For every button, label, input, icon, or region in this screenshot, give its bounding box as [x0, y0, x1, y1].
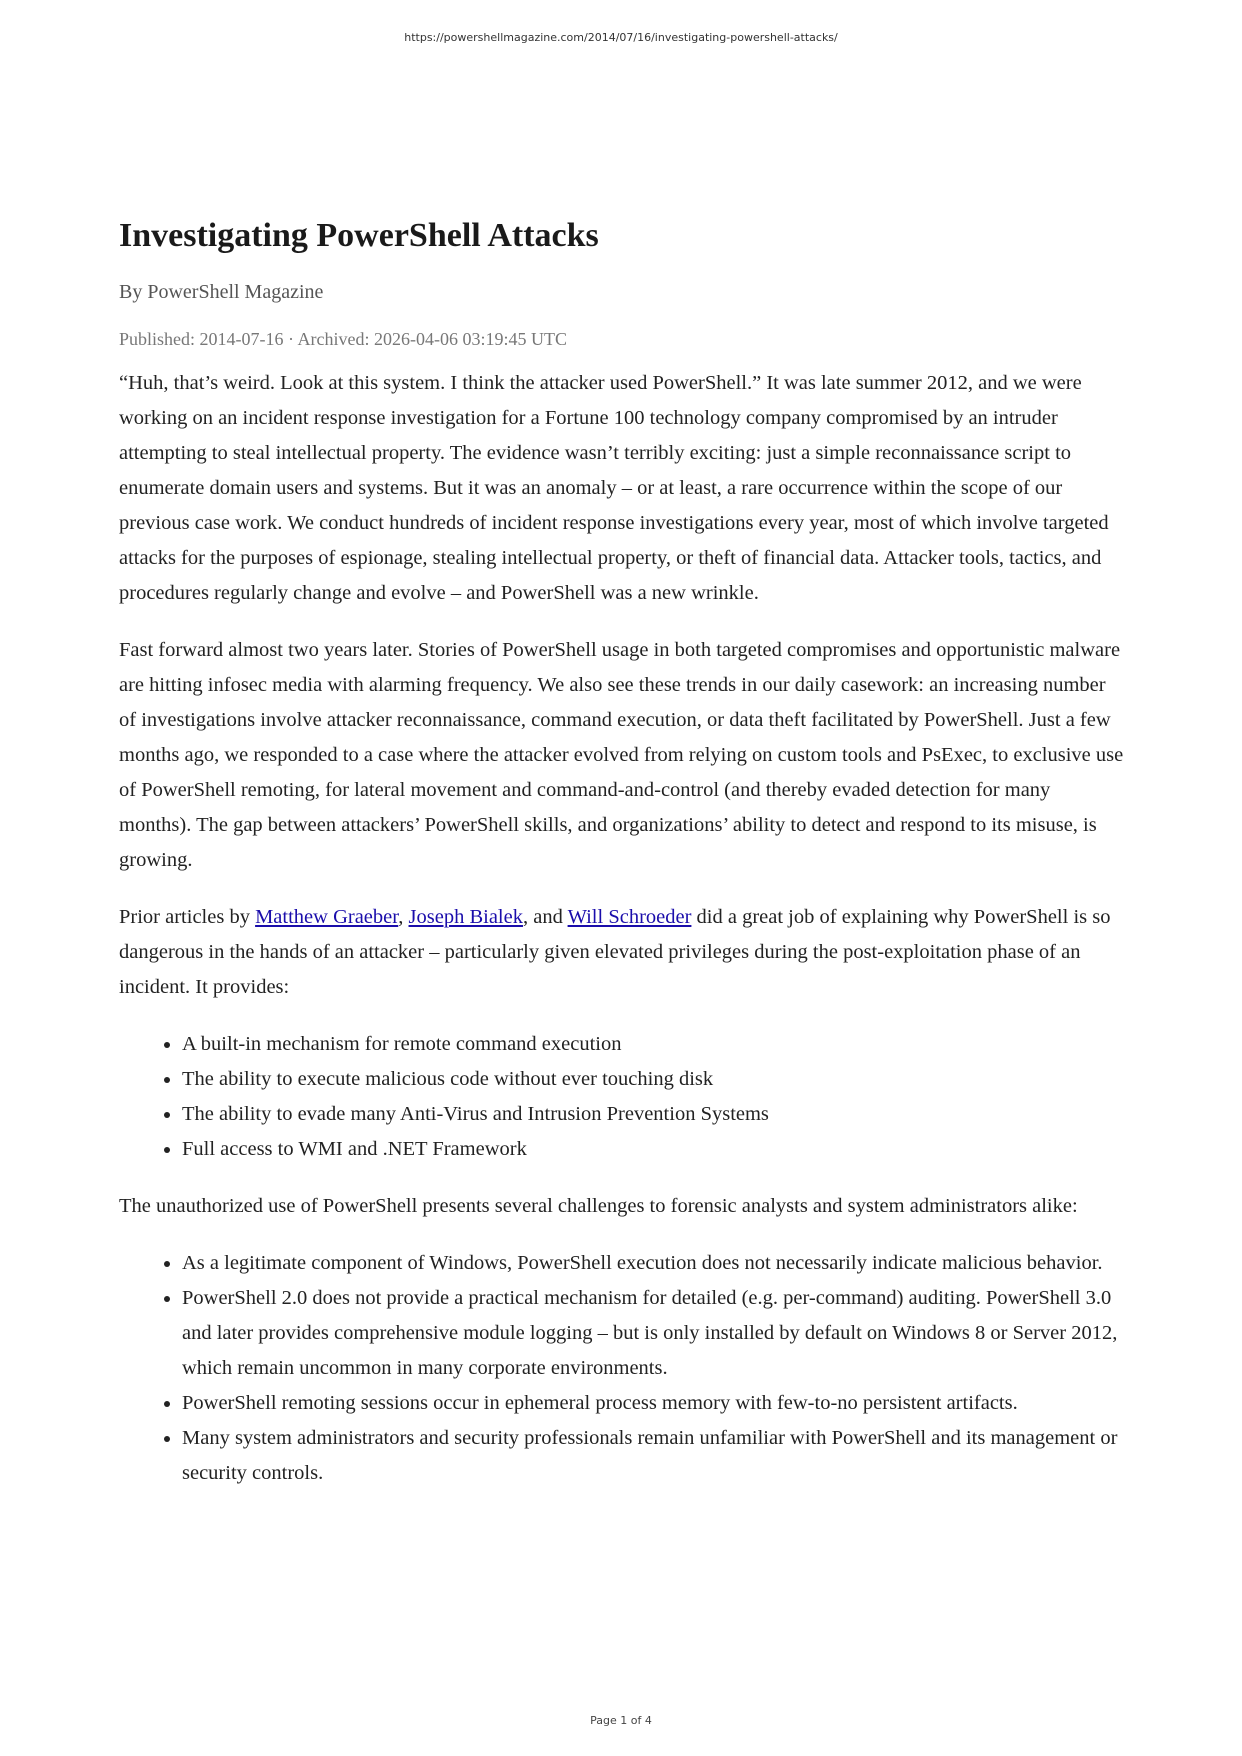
list-item: • The ability to evade many Anti-Virus and Intrusion Prevention Systems: [182, 1097, 1124, 1132]
page-number: Page 1 of 4: [590, 1714, 652, 1727]
article-title: Investigating PowerShell Attacks: [119, 217, 599, 254]
challenges-list: [119, 1246, 1124, 1491]
list-item: • Full access to WMI and .NET Framework: [182, 1132, 1124, 1167]
link-joseph-bialek[interactable]: Joseph Bialek: [408, 906, 523, 928]
paragraph-fast-forward: Fast forward almost two years later. Stories of PowerShell usage in both targeted compromises and opportunistic malware are hitting infosec media with alarming frequency. We also see these trends in our daily casework: an increasing number of investigations involve attacker reconnaissance, command execution, or data theft facilitated by PowerShell. Just a few months ago, we responded to a case where the attacker evolved from relying on custom tools and PsExec, to exclusive use of PowerShell remoting, for lateral movement and command-and-control (and thereby evaded detection for many months). The gap between attackers’ PowerShell skills, and organizations’ ability to detect and respond to its misuse, is growing.: [119, 639, 1124, 871]
separator-text: , and: [522, 906, 568, 928]
article-meta: Published: 2014-07-16 · Archived: 2026-04-06 03:19:45 UTC: [119, 329, 567, 349]
paragraph-challenges-intro: The unauthorized use of PowerShell presents several challenges to forensic analysts and system administrators alike:: [119, 1195, 1078, 1217]
list-item: • The ability to execute malicious code without ever touching disk: [182, 1062, 1124, 1097]
article: [119, 212, 1124, 1491]
list-item: • Many system administrators and security professionals remain unfamiliar with PowerShell and its management or security controls.: [182, 1421, 1124, 1491]
paragraph-intro: “Huh, that’s weird. Look at this system. I think the attacker used PowerShell.” It was late summer 2012, and we were working on an incident response investigation for a Fortune 100 technology company compromised by an intruder attempting to steal intellectual property. The evidence wasn’t terribly exciting: just a simple reconnaissance script to enumerate domain users and systems. But it was an anomaly – or at least, a rare occurrence within the scope of our previous case work. We conduct hundreds of incident response investigations every year, most of which involve targeted attacks for the purposes of espionage, stealing intellectual property, or theft of financial data. Attacker tools, tactics, and procedures regularly change and evolve – and PowerShell was a new wrinkle.: [119, 372, 1109, 604]
list-item: • PowerShell 2.0 does not provide a practical mechanism for detailed (e.g. per-command) auditing. PowerShell 3.0 and later provides comprehensive module logging – but is only installed by default on Windows 8 or Server 2012, which remain uncommon in many corporate environments.: [182, 1281, 1124, 1386]
provides-list: [119, 1027, 1124, 1167]
list-item: • PowerShell remoting sessions occur in ephemeral process memory with few-to-no persistent artifacts.: [182, 1386, 1124, 1421]
separator-text: ,: [398, 906, 409, 928]
prior-intro-text: Prior articles by: [119, 906, 256, 928]
article-byline: By PowerShell Magazine: [119, 281, 324, 303]
list-item: • As a legitimate component of Windows, PowerShell execution does not necessarily indicate malicious behavior.: [182, 1246, 1124, 1281]
prior-rest-text: did a great job of explaining why PowerShell is so dangerous in the hands of an attacker – particularly given elevated privileges during the post-exploitation phase of an incident. It provides:: [119, 906, 1111, 998]
list-item: • A built-in mechanism for remote command execution: [182, 1027, 1124, 1062]
paragraph-prior-articles: [119, 900, 1124, 1005]
link-matthew-graeber[interactable]: Matthew Graeber: [255, 906, 399, 928]
link-will-schroeder[interactable]: Will Schroeder: [567, 906, 692, 928]
page-url-header: https://powershellmagazine.com/2014/07/16/investigating-powershell-attacks/: [404, 31, 838, 44]
